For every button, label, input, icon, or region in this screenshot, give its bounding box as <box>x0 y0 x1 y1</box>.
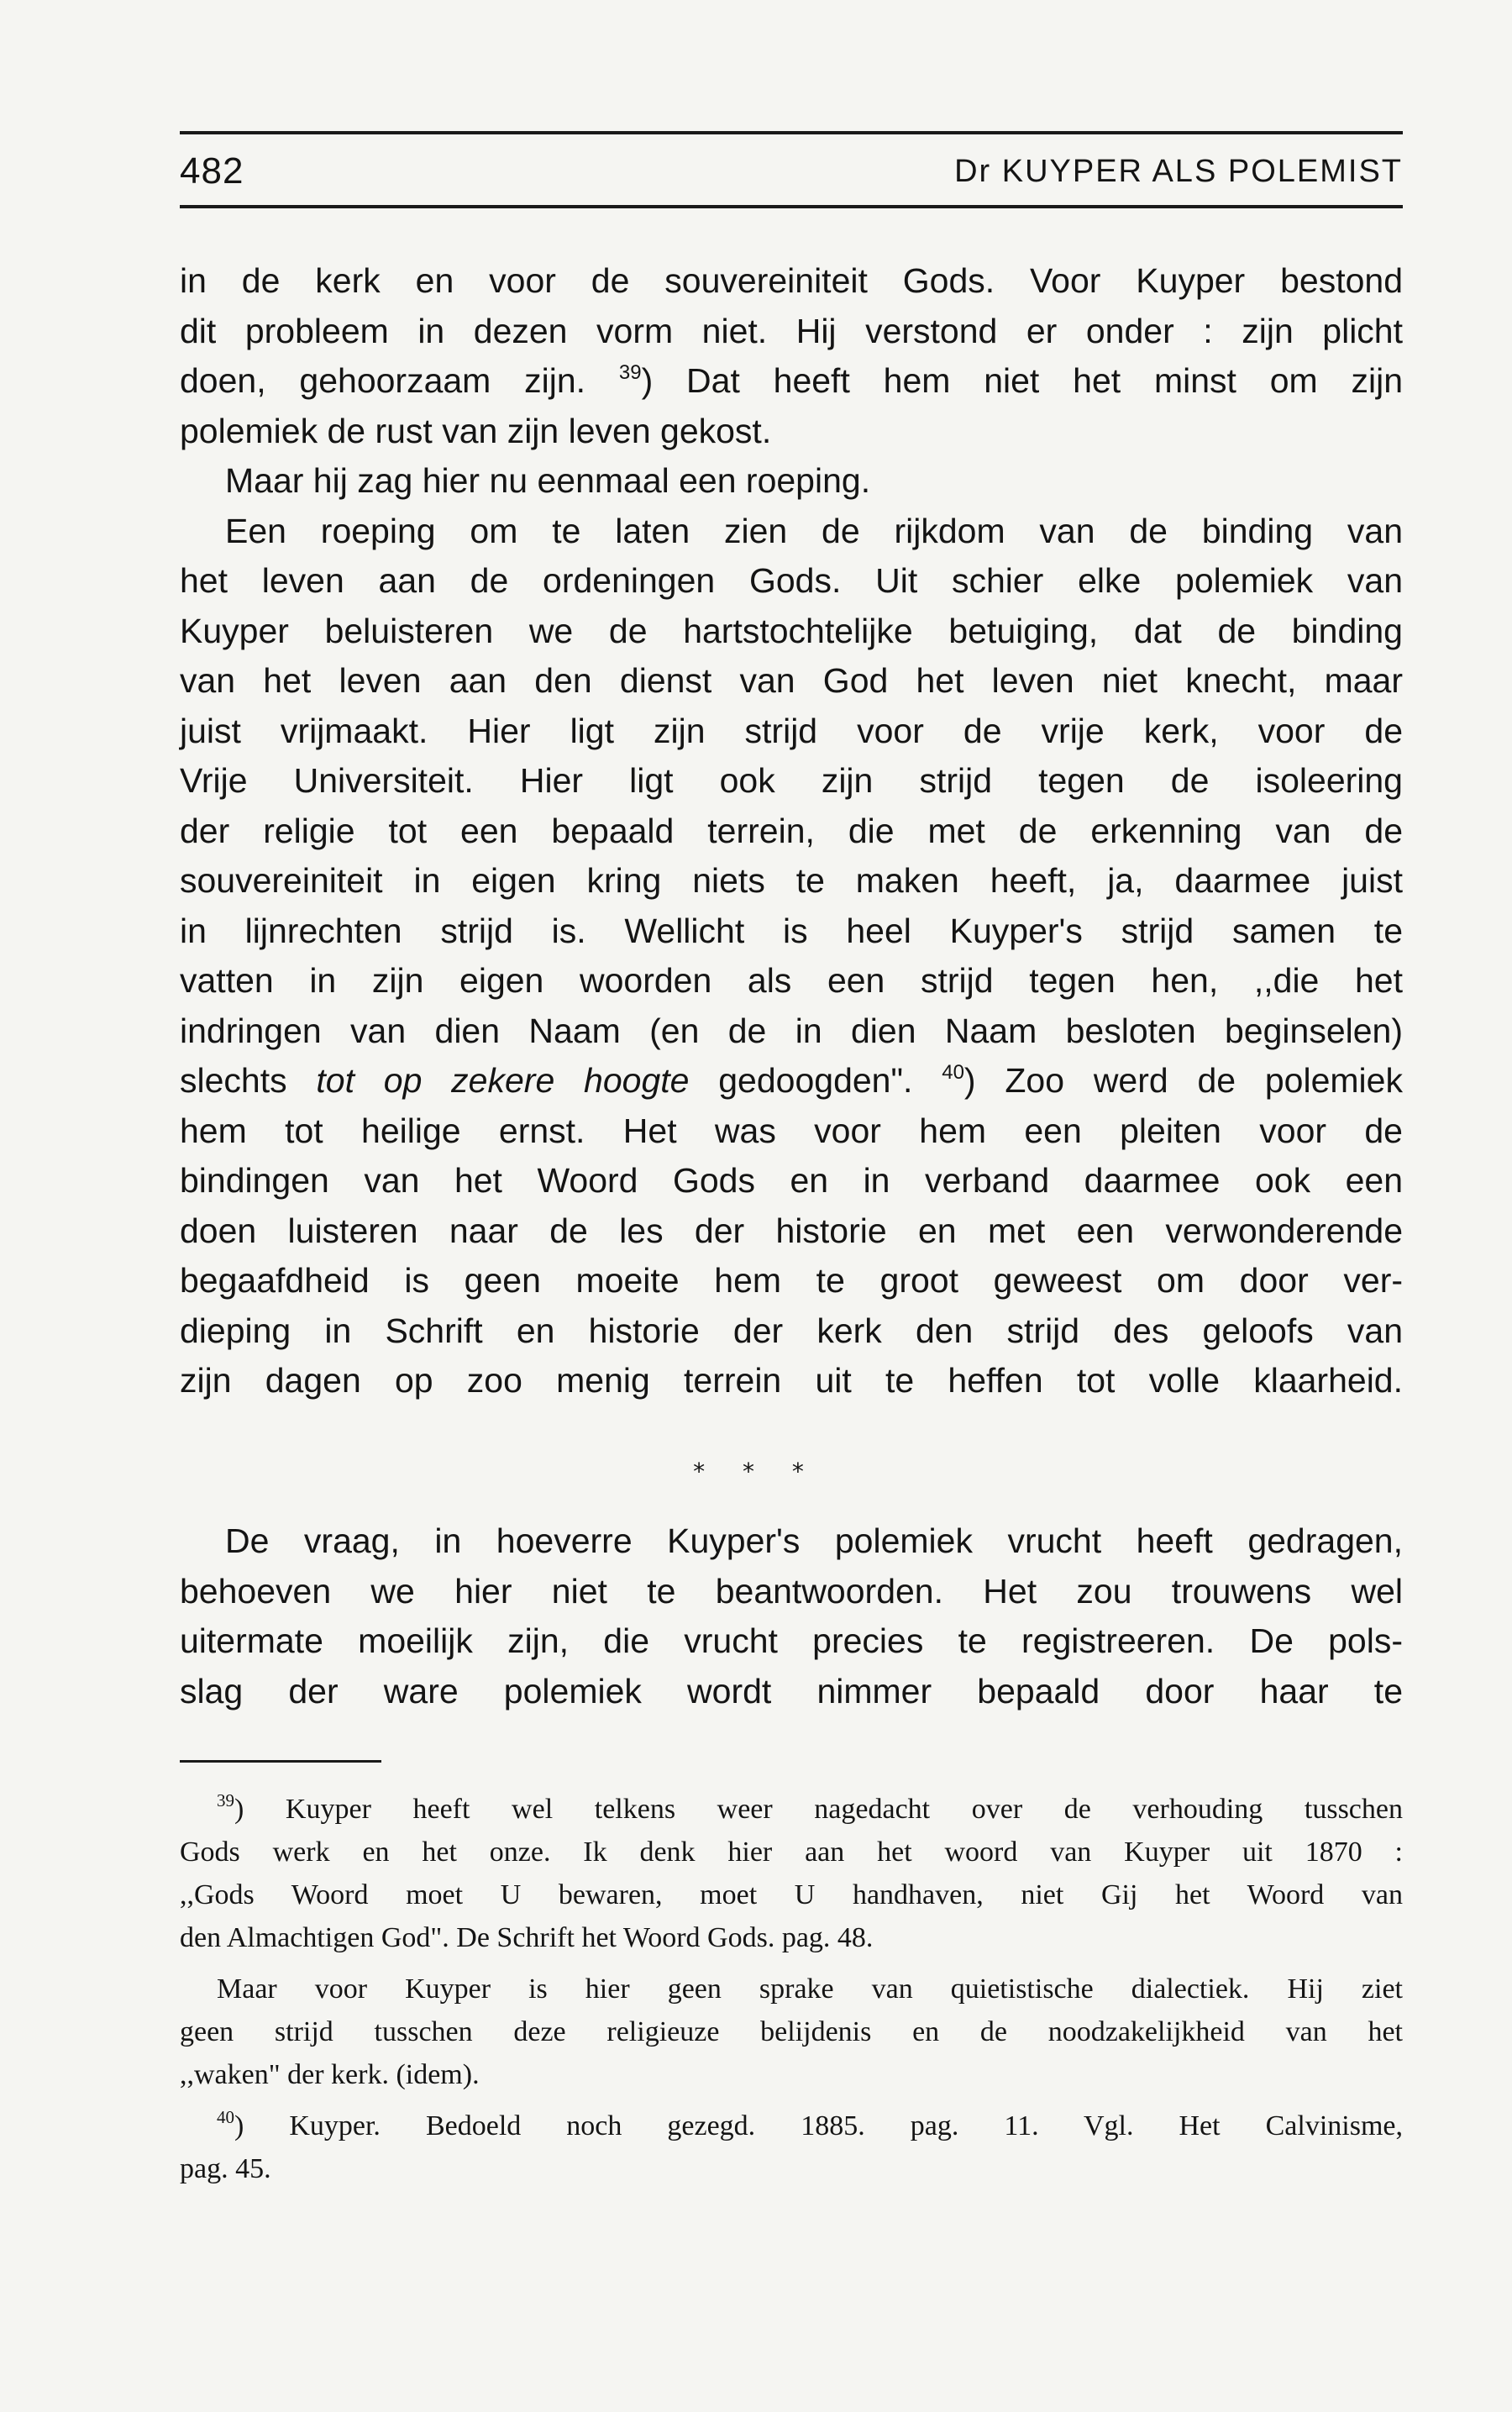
text-line: der religie tot een bepaald terrein, die met de erkenning van de <box>180 811 1403 850</box>
text-line: van het leven aan den dienst van God het leven niet knecht, maar <box>180 661 1403 700</box>
text-segment: doen, gehoorzaam zijn. <box>180 361 586 400</box>
text-line: Een roeping om te laten zien de rijkdom van de binding van <box>225 511 1403 550</box>
footnote-line <box>180 2105 1403 2147</box>
text-line: hem tot heilige ernst. Het was voor hem een pleiten voor de <box>180 1111 1403 1150</box>
text-line: De vraag, in hoeverre Kuyper's polemiek vrucht heeft gedragen, <box>225 1521 1403 1560</box>
page-number: 482 <box>180 150 244 192</box>
italic-phrase: tot op zekere hoogte <box>316 1061 690 1100</box>
text-line: polemiek de rust van zijn leven gekost. <box>180 411 772 450</box>
footnote-mark-39: 39 <box>217 1790 234 1810</box>
text-line: bindingen van het Woord Gods en in verband daarmee ook een <box>180 1161 1403 1200</box>
text-line: Maar hij zag hier nu eenmaal een roeping. <box>225 461 871 500</box>
text-line: souvereiniteit in eigen kring niets te maken heeft, ja, daarmee juist <box>180 861 1403 900</box>
footnote-line: ,,waken" der kerk. (idem). <box>180 2059 480 2090</box>
text-line: dit probleem in dezen vorm niet. Hij verstond er onder : zijn plicht <box>180 311 1403 350</box>
footnote-ref-39: 39 <box>618 361 642 384</box>
text-line: doen luisteren naar de les der historie en met een verwonderende <box>180 1211 1403 1250</box>
footnote-line <box>180 1788 1403 1831</box>
text-line: in de kerk en voor de souvereiniteit Gods. Voor Kuyper bestond <box>180 261 1403 300</box>
footnotes <box>180 1788 1403 2190</box>
text-segment: gedoogden". <box>718 1061 913 1100</box>
footnote-line: Maar voor Kuyper is hier geen sprake van quietistische dialectiek. Hij ziet <box>217 1973 1403 2005</box>
text-line: uitermate moeilijk zijn, die vrucht precies te registreeren. De pols- <box>180 1621 1403 1660</box>
main-paragraphs <box>180 256 1403 1406</box>
text-line <box>180 356 1403 407</box>
text-line: behoeven we hier niet te beantwoorden. Het zou trouwens wel <box>180 1571 1403 1611</box>
text-line <box>180 1056 1403 1106</box>
footnote-separator <box>180 1760 381 1763</box>
text-segment: ) Dat heeft hem niet het minst om zijn <box>641 361 1403 400</box>
footnote-line: den Almachtigen God". De Schrift het Woord Gods. pag. 48. <box>180 1922 874 1953</box>
running-head <box>180 145 1403 198</box>
text-line: Kuyper beluisteren we de hartstochtelijke betuiging, dat de binding <box>180 611 1403 650</box>
section-ornament: * * * <box>693 1458 819 1485</box>
header-bottom-rule <box>180 205 1403 208</box>
text-line: juist vrijmaakt. Hier ligt zijn strijd voor de vrije kerk, voor de <box>180 711 1403 750</box>
footnote-line: ,,Gods Woord moet U bewaren, moet U handhaven, niet Gij het Woord van <box>180 1879 1403 1910</box>
text-segment: ) Zoo werd de polemiek <box>963 1061 1403 1100</box>
footnote-line: geen strijd tusschen deze religieuze belijdenis en de noodzakelijkheid van het <box>180 2016 1403 2047</box>
text-line: het leven aan de ordeningen Gods. Uit schier elke polemiek van <box>180 561 1403 600</box>
running-title: Dr KUYPER ALS POLEMIST <box>954 153 1403 189</box>
text-line: in lijnrechten strijd is. Wellicht is heel Kuyper's strijd samen te <box>180 911 1403 950</box>
footnote-line: pag. 45. <box>180 2153 271 2184</box>
text-line: indringen van dien Naam (en de in dien Naam besloten beginselen) <box>180 1011 1403 1050</box>
footnote-mark-40: 40 <box>217 2107 234 2127</box>
text-segment: slechts <box>180 1061 287 1100</box>
text-line: dieping in Schrift en historie der kerk den strijd des geloofs van <box>180 1311 1403 1350</box>
text-segment: ) Kuyper. Bedoeld noch gezegd. 1885. pag. 11. Vgl. Het Calvinisme, <box>234 2110 1403 2141</box>
text-line: slag der ware polemiek wordt nimmer bepaald door haar te <box>180 1671 1403 1710</box>
text-line: vatten in zijn eigen woorden als een strijd tegen hen, ,,die het <box>180 961 1403 1000</box>
footnote-line: Gods werk en het onze. Ik denk hier aan het woord van Kuyper uit 1870 : <box>180 1837 1403 1868</box>
header-top-rule <box>180 131 1403 134</box>
text-segment: ) Kuyper heeft wel telkens weer nagedacht over de verhouding tusschen <box>234 1794 1403 1825</box>
text-line: Vrije Universiteit. Hier ligt ook zijn strijd tegen de isoleering <box>180 761 1403 800</box>
text-line: begaafdheid is geen moeite hem te groot geweest om door ver- <box>180 1261 1403 1300</box>
text-line: zijn dagen op zoo menig terrein uit te heffen tot volle klaarheid. <box>180 1361 1403 1400</box>
lower-paragraph <box>180 1516 1403 1716</box>
footnote-ref-40: 40 <box>942 1061 964 1084</box>
